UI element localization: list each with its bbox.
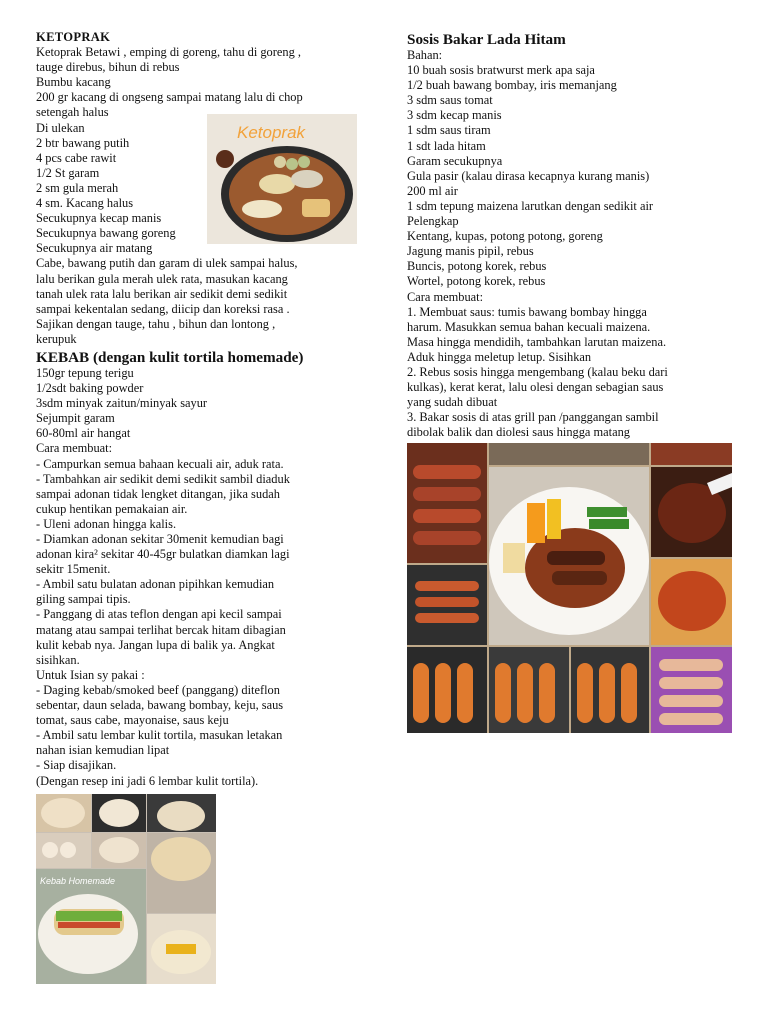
kebab-line: (Dengan resep ini jadi 6 lembar kulit tortila). [36,773,259,788]
sosis-line: 3 sdm saus tomat [407,93,493,108]
sosis-line: harum. Masukkan semua bahan kecuali maizena. [407,319,651,334]
kebab-line: kulit kebab nya. Jangan lupa di balik ya. Angkat [36,637,275,652]
kebab-line: - Ambil satu lembar kulit tortila, masukan letakan [36,728,283,743]
kebab-line: - Ambil satu bulatan adonan pipihkan kemudian [36,577,275,592]
kebab-line: sisihkan. [36,652,80,667]
kebab-line: tomat, saus cabe, mayonaise, saus keju [36,713,229,728]
sosis-line: Aduk hingga meletup letup. Sisihkan [407,349,592,364]
sosis-line: Kentang, kupas, potong potong, goreng [407,229,603,244]
kebab-line: sebentar, daun selada, bawang bombay, keju, saus [36,698,284,713]
kebab-line: - Tambahkan air sedikit demi sedikit sambil diaduk [36,471,290,486]
kebab-line: Cara membuat: [36,441,113,456]
ketoprak-line: 200 gr kacang di ongseng sampai matang lalu di chop [36,90,303,105]
sosis-recipe [407,48,735,440]
ketoprak-line: 1/2 St garam [36,165,100,180]
sosis-line: kulkas), kerat kerat, lalu olesi dengan sebagian saus [407,380,664,395]
sosis-line: Buncis, potong korek, rebus [407,259,547,274]
kebab-line: - Uleni adonan hingga kalis. [36,516,177,531]
ketoprak-line: kerupuk [36,331,77,346]
kebab-line: nahan isian kemudian lipat [36,743,170,758]
ketoprak-line: 2 sm gula merah [36,180,119,195]
kebab-line: matang atau sampai terlihat bercak hitam dibagian [36,622,286,637]
ketoprak-line: Secukupnya kecap manis [36,211,162,226]
kebab-line: - Panggang di atas teflon dengan api kecil sampai [36,607,282,622]
ketoprak-line: Secukupnya air matang [36,241,153,256]
ketoprak-line: 2 btr bawang putih [36,135,130,150]
ketoprak-line: 4 sm. Kacang halus [36,196,134,211]
ketoprak-line: setengah halus [36,105,109,120]
sosis-line: Masa hingga mendidih, tambahkan larutan maizena. [407,334,667,349]
ketoprak-line: lalu berikan gula merah ulek rata, masukan kacang [36,271,288,286]
kebab-line: adonan kira² sekitar 40-45gr bulatkan diamkan lagi [36,547,290,562]
kebab-line: - Campurkan semua bahaan kecuali air, aduk rata. [36,456,284,471]
sosis-line: 3. Bakar sosis di atas grill pan /panggangan sambil [407,410,659,425]
kebab-line: 3sdm minyak zaitun/minyak sayur [36,396,208,411]
ketoprak-line: Ketoprak Betawi , emping di goreng, tahu di goreng , [36,45,301,60]
kebab-line: - Diamkan adonan sekitar 30menit kemudian bagi [36,532,284,546]
kebab-line: Untuk Isian sy pakai : [36,667,145,682]
ketoprak-line: tauge direbus, bihun di rebus [36,60,180,75]
ketoprak-title: KETOPRAK [36,30,111,44]
sosis-line: Cara membuat: [407,289,484,304]
kebab-line: Sejumpit garam [36,411,115,426]
sosis-line: 1 sdm saus tiram [407,123,491,138]
ketoprak-line: Cabe, bawang putih dan garam di ulek sampai halus, [36,256,298,271]
ketoprak-line: sampai kekentalan sedang, diicip dan koreksi rasa . [36,301,290,316]
ketoprak-line: tanah ulek rata lalu berikan air sedikit demi sedikit [36,286,288,301]
kebab-line: 150gr tepung terigu [36,365,134,380]
kebab-line: cukup hentikan pemakaian air. [36,501,188,516]
kebab-line: - Siap disajikan. [36,758,117,773]
kebab-photo [36,794,216,984]
kebab-line: sekitr 15menit. [36,562,111,577]
sosis-line: Jagung manis pipil, rebus [407,244,534,259]
sosis-line: Bahan: [407,48,443,62]
kebab-title: KEBAB (dengan kulit tortila homemade) [36,348,304,366]
ketoprak-line: 4 pcs cabe rawit [36,150,117,165]
sosis-line: 1. Membuat saus: tumis bawang bombay hingga [407,304,647,319]
sosis-line: 2. Rebus sosis hingga mengembang (kalau beku dari [407,364,668,379]
sosis-line: 200 ml air [407,183,458,198]
sosis-line: 10 buah sosis bratwurst merk apa saja [407,63,595,78]
right-column [407,30,735,440]
kebab-line: - Daging kebab/smoked beef (panggang) diteflon [36,682,280,697]
kebab-recipe [36,366,366,789]
sosis-photo [407,443,732,733]
kebab-line: sampai adonan tidak lengket ditangan, jika sudah [36,486,280,501]
ketoprak-line: Di ulekan [36,120,85,135]
sosis-line: 1/2 buah bawang bombay, iris memanjang [407,78,617,93]
kebab-line: 1/2sdt baking powder [36,381,144,396]
sosis-line: Pelengkap [407,214,459,229]
sosis-line: Wortel, potong korek, rebus [407,274,546,289]
sosis-line: 1 sdm tepung maizena larutkan dengan sedikit air [407,198,654,213]
kebab-line: 60-80ml air hangat [36,426,131,441]
kebab-photo-caption: Kebab Homemade [40,876,116,886]
ketoprak-line: Secukupnya bawang goreng [36,226,176,241]
sosis-line: 1 sdt lada hitam [407,138,486,153]
sosis-line: dibolak balik dan diolesi saus hingga matang [407,425,630,440]
sosis-line: Garam secukupnya [407,153,503,168]
ketoprak-photo [207,114,357,244]
ketoprak-line: Bumbu kacang [36,75,111,90]
ketoprak-photo-caption: Ketoprak [237,123,306,142]
sosis-title: Sosis Bakar Lada Hitam [407,31,566,48]
sosis-line: yang sudah dibuat [407,395,498,410]
sosis-line: 3 sdm kecap manis [407,108,502,123]
ketoprak-line: Sajikan dengan tauge, tahu , bihun dan lontong , [36,316,276,331]
kebab-line: giling sampai tipis. [36,592,131,607]
sosis-line: Gula pasir (kalau dirasa kecapnya kurang manis) [407,168,650,183]
